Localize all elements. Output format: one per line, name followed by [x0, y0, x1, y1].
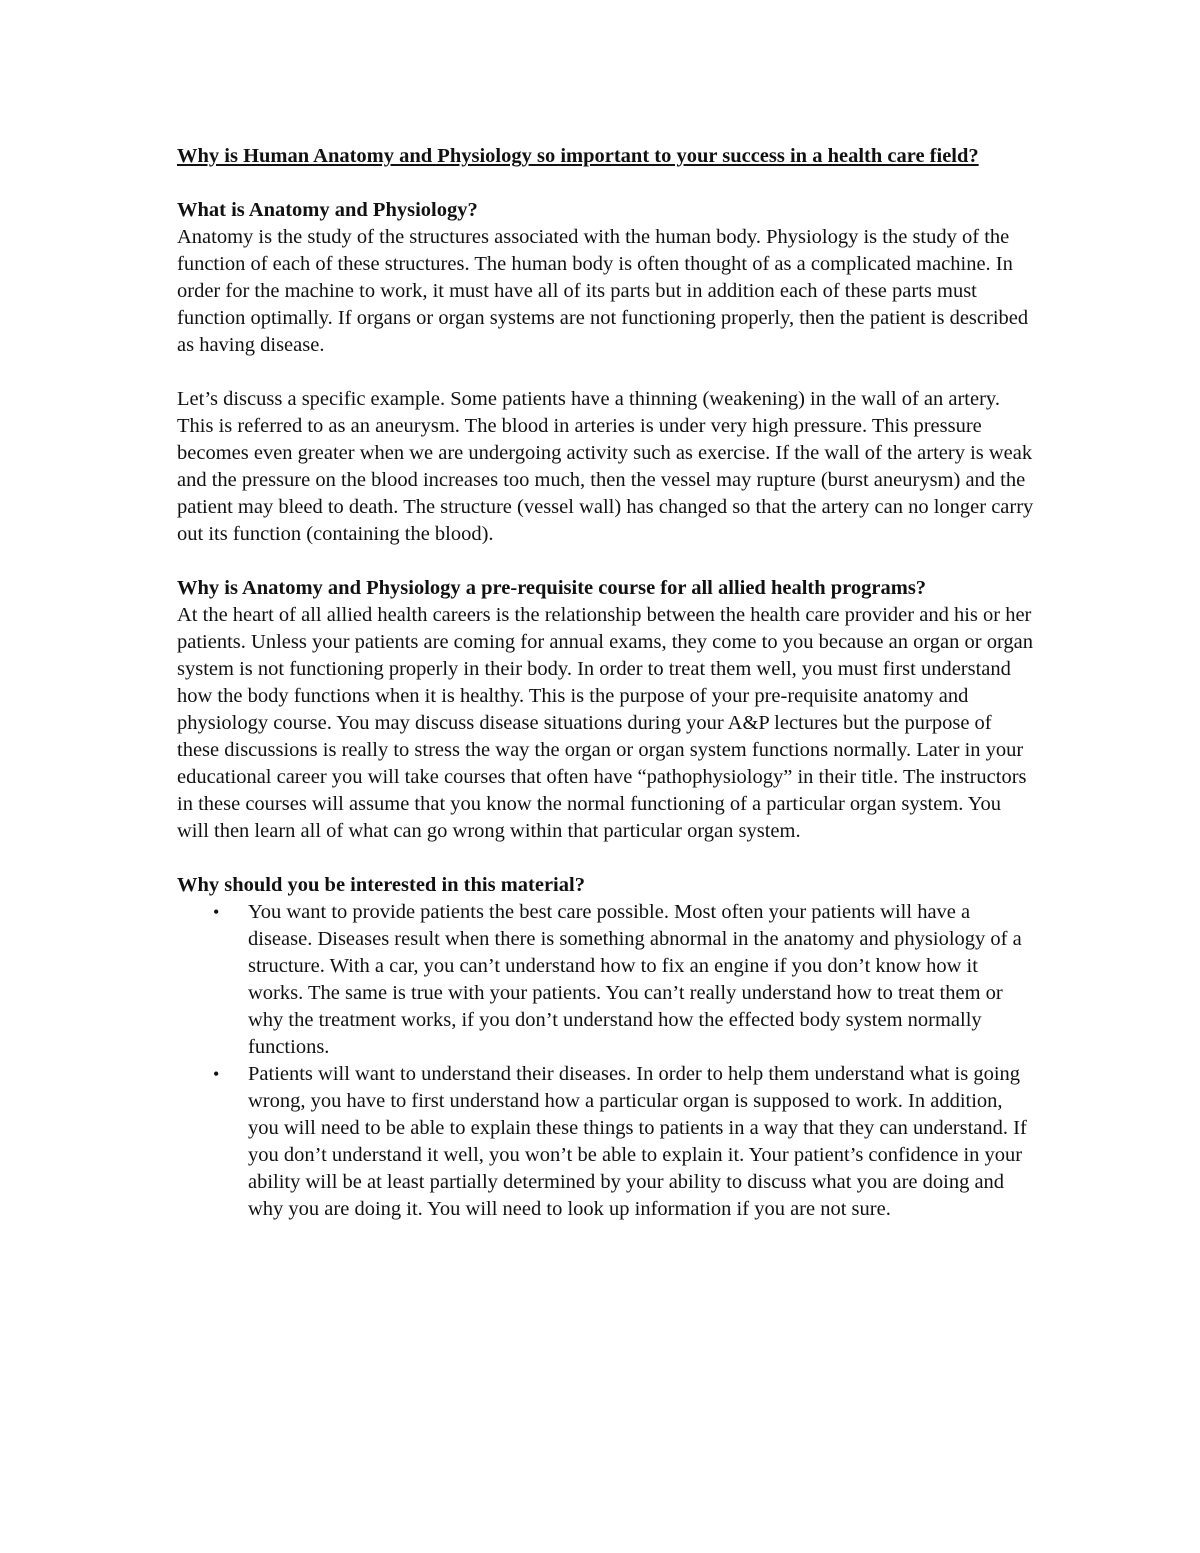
document-page: [177, 143, 1037, 1223]
interest-bullet-list: [177, 899, 1037, 1223]
document-title: Why is Human Anatomy and Physiology so important to your success in a health care field?: [177, 145, 979, 167]
bullet-icon: •: [213, 1064, 220, 1084]
list-item: [177, 899, 1037, 1061]
section-heading-interest: Why should you be interested in this material?: [177, 874, 585, 896]
bullet-icon: •: [213, 902, 220, 922]
paragraph-aneurysm-example: Let’s discuss a specific example. Some patients have a thinning (weakening) in the wall of an artery. This is referred to as an aneurysm. The blood in arteries is under very high pressure. This pressure becomes even greater when we are undergoing activity such as exercise. If the wall of the artery is weak and the pressure on the blood increases too much, then the vessel may rupture (burst aneurysm) and the patient may bleed to death. The structure (vessel wall) has changed so that the artery can no longer carry out its function (containing the blood).: [177, 388, 1034, 545]
section-heading-what-is-ap: What is Anatomy and Physiology?: [177, 199, 478, 221]
list-item-text: Patients will want to understand their diseases. In order to help them understand what is going wrong, you have to first understand how a particular organ is supposed to work. In addition, you will need to be able to explain these things to patients in a way that they can understand. If you don’t understand it well, you won’t be able to explain it. Your patient’s confidence in your ability will be at least partially determined by your ability to discuss what you are doing and why you are doing it. You will need to look up information if you are not sure.: [248, 1063, 1027, 1220]
list-item: [177, 1061, 1037, 1223]
section-heading-prerequisite: Why is Anatomy and Physiology a pre-requisite course for all allied health programs?: [177, 577, 927, 599]
paragraph-definition: Anatomy is the study of the structures associated with the human body. Physiology is the study of the function of each of these structures. The human body is often thought of as a complicated machine. In order for the machine to work, it must have all of its parts but in addition each of these parts must function optimally. If organs or organ systems are not functioning properly, then the patient is described as having disease.: [177, 226, 1029, 356]
list-item-text: You want to provide patients the best care possible. Most often your patients will have a disease. Diseases result when there is something abnormal in the anatomy and physiology of a structure. With a car, you can’t understand how to fix an engine if you don’t know how it works. The same is true with your patients. You can’t really understand how to treat them or why the treatment works, if you don’t understand how the effected body system normally functions.: [248, 901, 1022, 1058]
paragraph-prerequisite: At the heart of all allied health careers is the relationship between the health care provider and his or her patients. Unless your patients are coming for annual exams, they come to you because an organ or organ system is not functioning properly in their body. In order to treat them well, you must first understand how the body functions when it is healthy. This is the purpose of your pre-requisite anatomy and physiology course. You may discuss disease situations during your A&P lectures but the purpose of these discussions is really to stress the way the organ or organ system functions normally. Later in your educational career you will take courses that often have “pathophysiology” in their title. The instructors in these courses will assume that you know the normal functioning of a particular organ system. You will then learn all of what can go wrong within that particular organ system.: [177, 604, 1034, 842]
